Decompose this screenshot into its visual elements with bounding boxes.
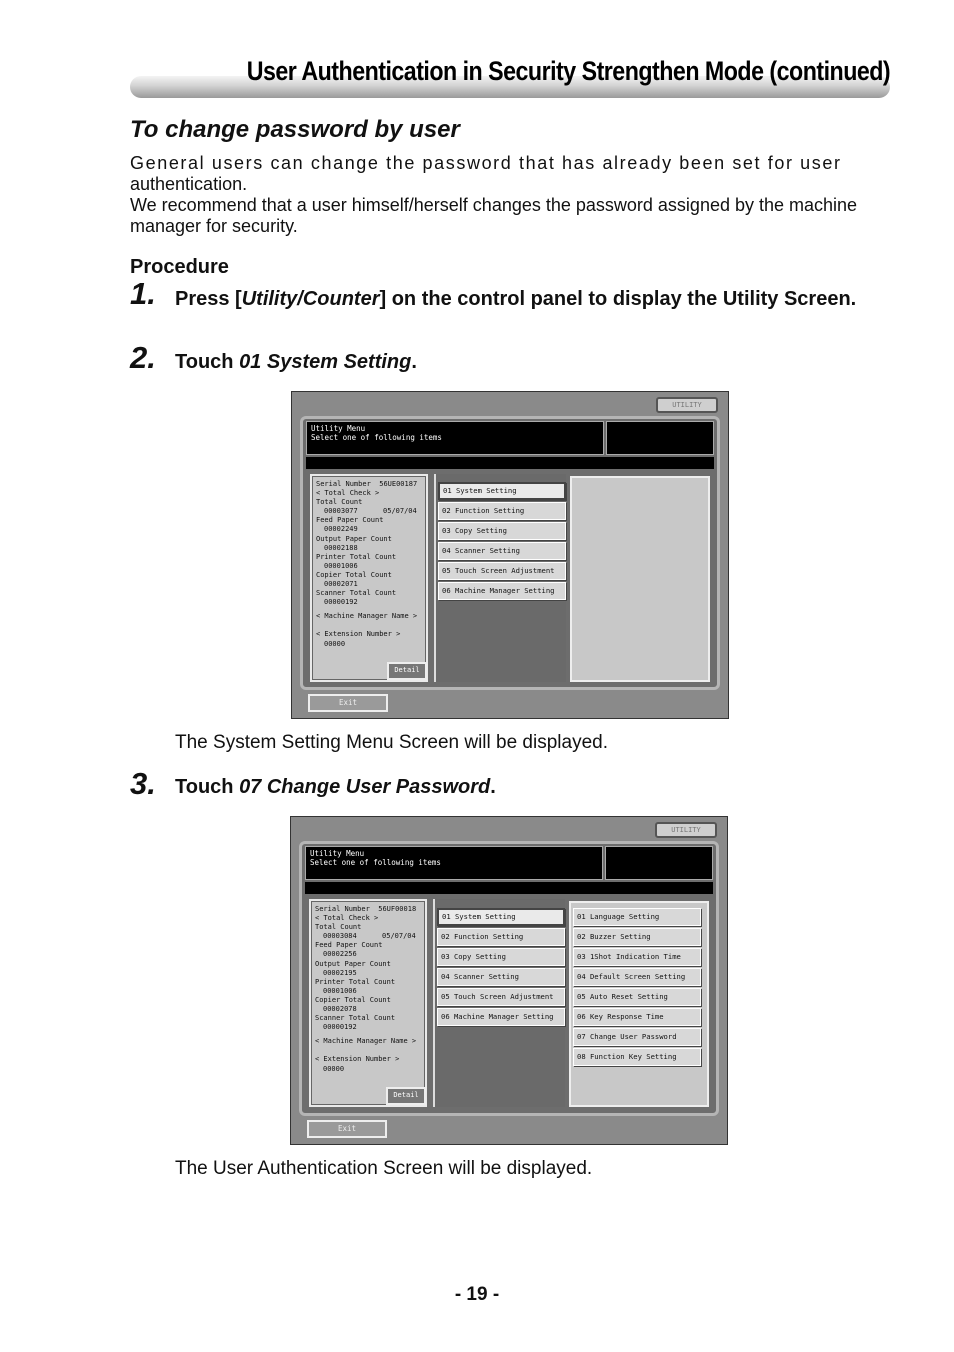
submenu-1shot-indication-time[interactable]: 03 1Shot Indication Time bbox=[573, 948, 701, 966]
submenu-panel bbox=[570, 476, 710, 682]
feed-paper-label: Feed Paper Count bbox=[315, 941, 383, 950]
step-2-prefix: Touch bbox=[175, 351, 240, 373]
message-area-right bbox=[605, 846, 713, 880]
total-count-label: Total Count bbox=[316, 498, 363, 507]
menu-scanner-setting[interactable]: 04 Scanner Setting bbox=[438, 542, 566, 560]
serial-number-row bbox=[315, 905, 421, 914]
utility-button[interactable]: UTILITY bbox=[655, 822, 717, 838]
copier-count-label: Copier Total Count bbox=[316, 570, 392, 579]
counter-info-panel bbox=[310, 474, 428, 682]
step-3-emphasis: 07 Change User Password bbox=[239, 776, 491, 798]
message-line-2: Select one of following items bbox=[310, 858, 441, 867]
step-1-emphasis: Utility/Counter bbox=[241, 288, 380, 310]
intro-line-1b: authentication. bbox=[130, 174, 248, 194]
detail-button[interactable]: Detail bbox=[386, 1087, 426, 1105]
menu-machine-manager-setting[interactable]: 06 Machine Manager Setting bbox=[438, 582, 566, 600]
menu-system-setting[interactable]: 01 System Setting bbox=[438, 482, 566, 500]
step-3-suffix: . bbox=[490, 776, 496, 798]
exit-button[interactable]: Exit bbox=[308, 694, 388, 712]
menu-touch-screen-adjustment[interactable]: 05 Touch Screen Adjustment bbox=[438, 562, 566, 580]
output-paper-label: Output Paper Count bbox=[315, 959, 391, 968]
copier-count-label: Copier Total Count bbox=[315, 995, 391, 1004]
submenu-function-key-setting[interactable]: 08 Function Key Setting bbox=[573, 1048, 701, 1066]
page-header-title: User Authentication in Security Strengthen Mode (continued) bbox=[246, 56, 890, 86]
copier-count-value: 00002078 bbox=[323, 1005, 357, 1014]
printer-count-label: Printer Total Count bbox=[316, 552, 397, 561]
total-count-value: 00003077 bbox=[324, 507, 358, 516]
message-line-2: Select one of following items bbox=[311, 433, 442, 442]
message-line-1: Utility Menu bbox=[310, 849, 365, 858]
date-value: 05/07/04 bbox=[383, 507, 417, 516]
total-count-value: 00003084 bbox=[323, 932, 357, 941]
output-paper-value: 00002188 bbox=[324, 543, 358, 552]
submenu-buzzer-setting[interactable]: 02 Buzzer Setting bbox=[573, 928, 701, 946]
message-line-1: Utility Menu bbox=[311, 424, 366, 433]
step-3-text bbox=[175, 774, 885, 801]
exit-button[interactable]: Exit bbox=[307, 1120, 387, 1138]
serial-value: 56UF00018 bbox=[378, 905, 417, 913]
output-paper-value: 00002195 bbox=[323, 968, 357, 977]
menu-touch-screen-adjustment[interactable]: 05 Touch Screen Adjustment bbox=[437, 988, 565, 1006]
printer-count-label: Printer Total Count bbox=[315, 977, 396, 986]
scanner-count-label: Scanner Total Count bbox=[315, 1014, 396, 1023]
submenu-change-user-password[interactable]: 07 Change User Password bbox=[573, 1028, 701, 1046]
status-bar bbox=[306, 457, 714, 469]
serial-label: Serial Number bbox=[315, 905, 370, 913]
menu-machine-manager-setting[interactable]: 06 Machine Manager Setting bbox=[437, 1008, 565, 1026]
total-check-label: < Total Check > bbox=[316, 489, 380, 498]
output-paper-label: Output Paper Count bbox=[316, 534, 392, 543]
submenu-default-screen-setting[interactable]: 04 Default Screen Setting bbox=[573, 968, 701, 986]
step-1-number: 1. bbox=[130, 276, 156, 311]
printer-count-value: 00001006 bbox=[323, 986, 357, 995]
serial-value: 56UE00187 bbox=[379, 480, 418, 488]
section-title: To change password by user bbox=[130, 116, 460, 143]
total-check-label: < Total Check > bbox=[315, 914, 379, 923]
submenu-key-response-time[interactable]: 06 Key Response Time bbox=[573, 1008, 701, 1026]
submenu-auto-reset-setting[interactable]: 05 Auto Reset Setting bbox=[573, 988, 701, 1006]
date-value: 05/07/04 bbox=[382, 932, 416, 941]
utility-button[interactable]: UTILITY bbox=[656, 397, 718, 413]
copier-count-value: 00002071 bbox=[324, 580, 358, 589]
detail-button[interactable]: Detail bbox=[387, 662, 427, 680]
procedure-label: Procedure bbox=[130, 256, 229, 278]
step-2-text bbox=[175, 349, 885, 376]
step-3-note: The User Authentication Screen will be displayed. bbox=[175, 1158, 593, 1179]
menu-function-setting[interactable]: 02 Function Setting bbox=[437, 928, 565, 946]
serial-label: Serial Number bbox=[316, 480, 371, 488]
menu-system-setting[interactable]: 01 System Setting bbox=[437, 908, 565, 926]
intro-line-1: General users can change the password that has already been set for user bbox=[130, 153, 842, 173]
step-1-suffix: ] on the control panel to display the Utility Screen. bbox=[379, 288, 857, 310]
menu-copy-setting[interactable]: 03 Copy Setting bbox=[437, 948, 565, 966]
intro-line-2: We recommend that a user himself/herself changes the password assigned by the machine manager for security. bbox=[130, 195, 858, 236]
counter-info-panel bbox=[309, 899, 427, 1107]
step-1-prefix: Press [ bbox=[175, 288, 242, 310]
machine-manager-label: < Machine Manager Name > bbox=[315, 1037, 417, 1046]
extension-value: 00000 bbox=[324, 639, 346, 648]
scanner-count-value: 00000192 bbox=[324, 598, 358, 607]
total-count-label: Total Count bbox=[315, 923, 362, 932]
utility-screen-2 bbox=[290, 816, 728, 1145]
total-count-row bbox=[315, 932, 421, 941]
step-3-prefix: Touch bbox=[175, 776, 240, 798]
printer-count-value: 00001006 bbox=[324, 561, 358, 570]
step-2-number: 2. bbox=[130, 340, 156, 375]
submenu-language-setting[interactable]: 01 Language Setting bbox=[573, 908, 701, 926]
machine-manager-label: < Machine Manager Name > bbox=[316, 612, 418, 621]
step-1-text bbox=[175, 286, 885, 313]
feed-paper-value: 00002249 bbox=[324, 525, 358, 534]
status-bar bbox=[305, 882, 713, 894]
intro-text bbox=[130, 153, 890, 237]
page-number: - 19 - bbox=[454, 1284, 500, 1305]
scanner-count-label: Scanner Total Count bbox=[316, 589, 397, 598]
feed-paper-label: Feed Paper Count bbox=[316, 516, 384, 525]
total-count-row bbox=[316, 507, 422, 516]
step-2-emphasis: 01 System Setting bbox=[239, 351, 412, 373]
step-2-suffix: . bbox=[411, 351, 417, 373]
message-area bbox=[306, 421, 604, 455]
menu-copy-setting[interactable]: 03 Copy Setting bbox=[438, 522, 566, 540]
message-area bbox=[305, 846, 603, 880]
extension-label: < Extension Number > bbox=[316, 630, 401, 639]
step-2-note: The System Setting Menu Screen will be displayed. bbox=[175, 732, 608, 753]
feed-paper-value: 00002256 bbox=[323, 950, 357, 959]
menu-function-setting[interactable]: 02 Function Setting bbox=[438, 502, 566, 520]
serial-number-row bbox=[316, 480, 422, 489]
utility-screen-1 bbox=[291, 391, 729, 719]
step-3-number: 3. bbox=[130, 766, 156, 801]
scanner-count-value: 00000192 bbox=[323, 1023, 357, 1032]
message-area-right bbox=[606, 421, 714, 455]
extension-label: < Extension Number > bbox=[315, 1055, 400, 1064]
menu-scanner-setting[interactable]: 04 Scanner Setting bbox=[437, 968, 565, 986]
extension-value: 00000 bbox=[323, 1064, 345, 1073]
